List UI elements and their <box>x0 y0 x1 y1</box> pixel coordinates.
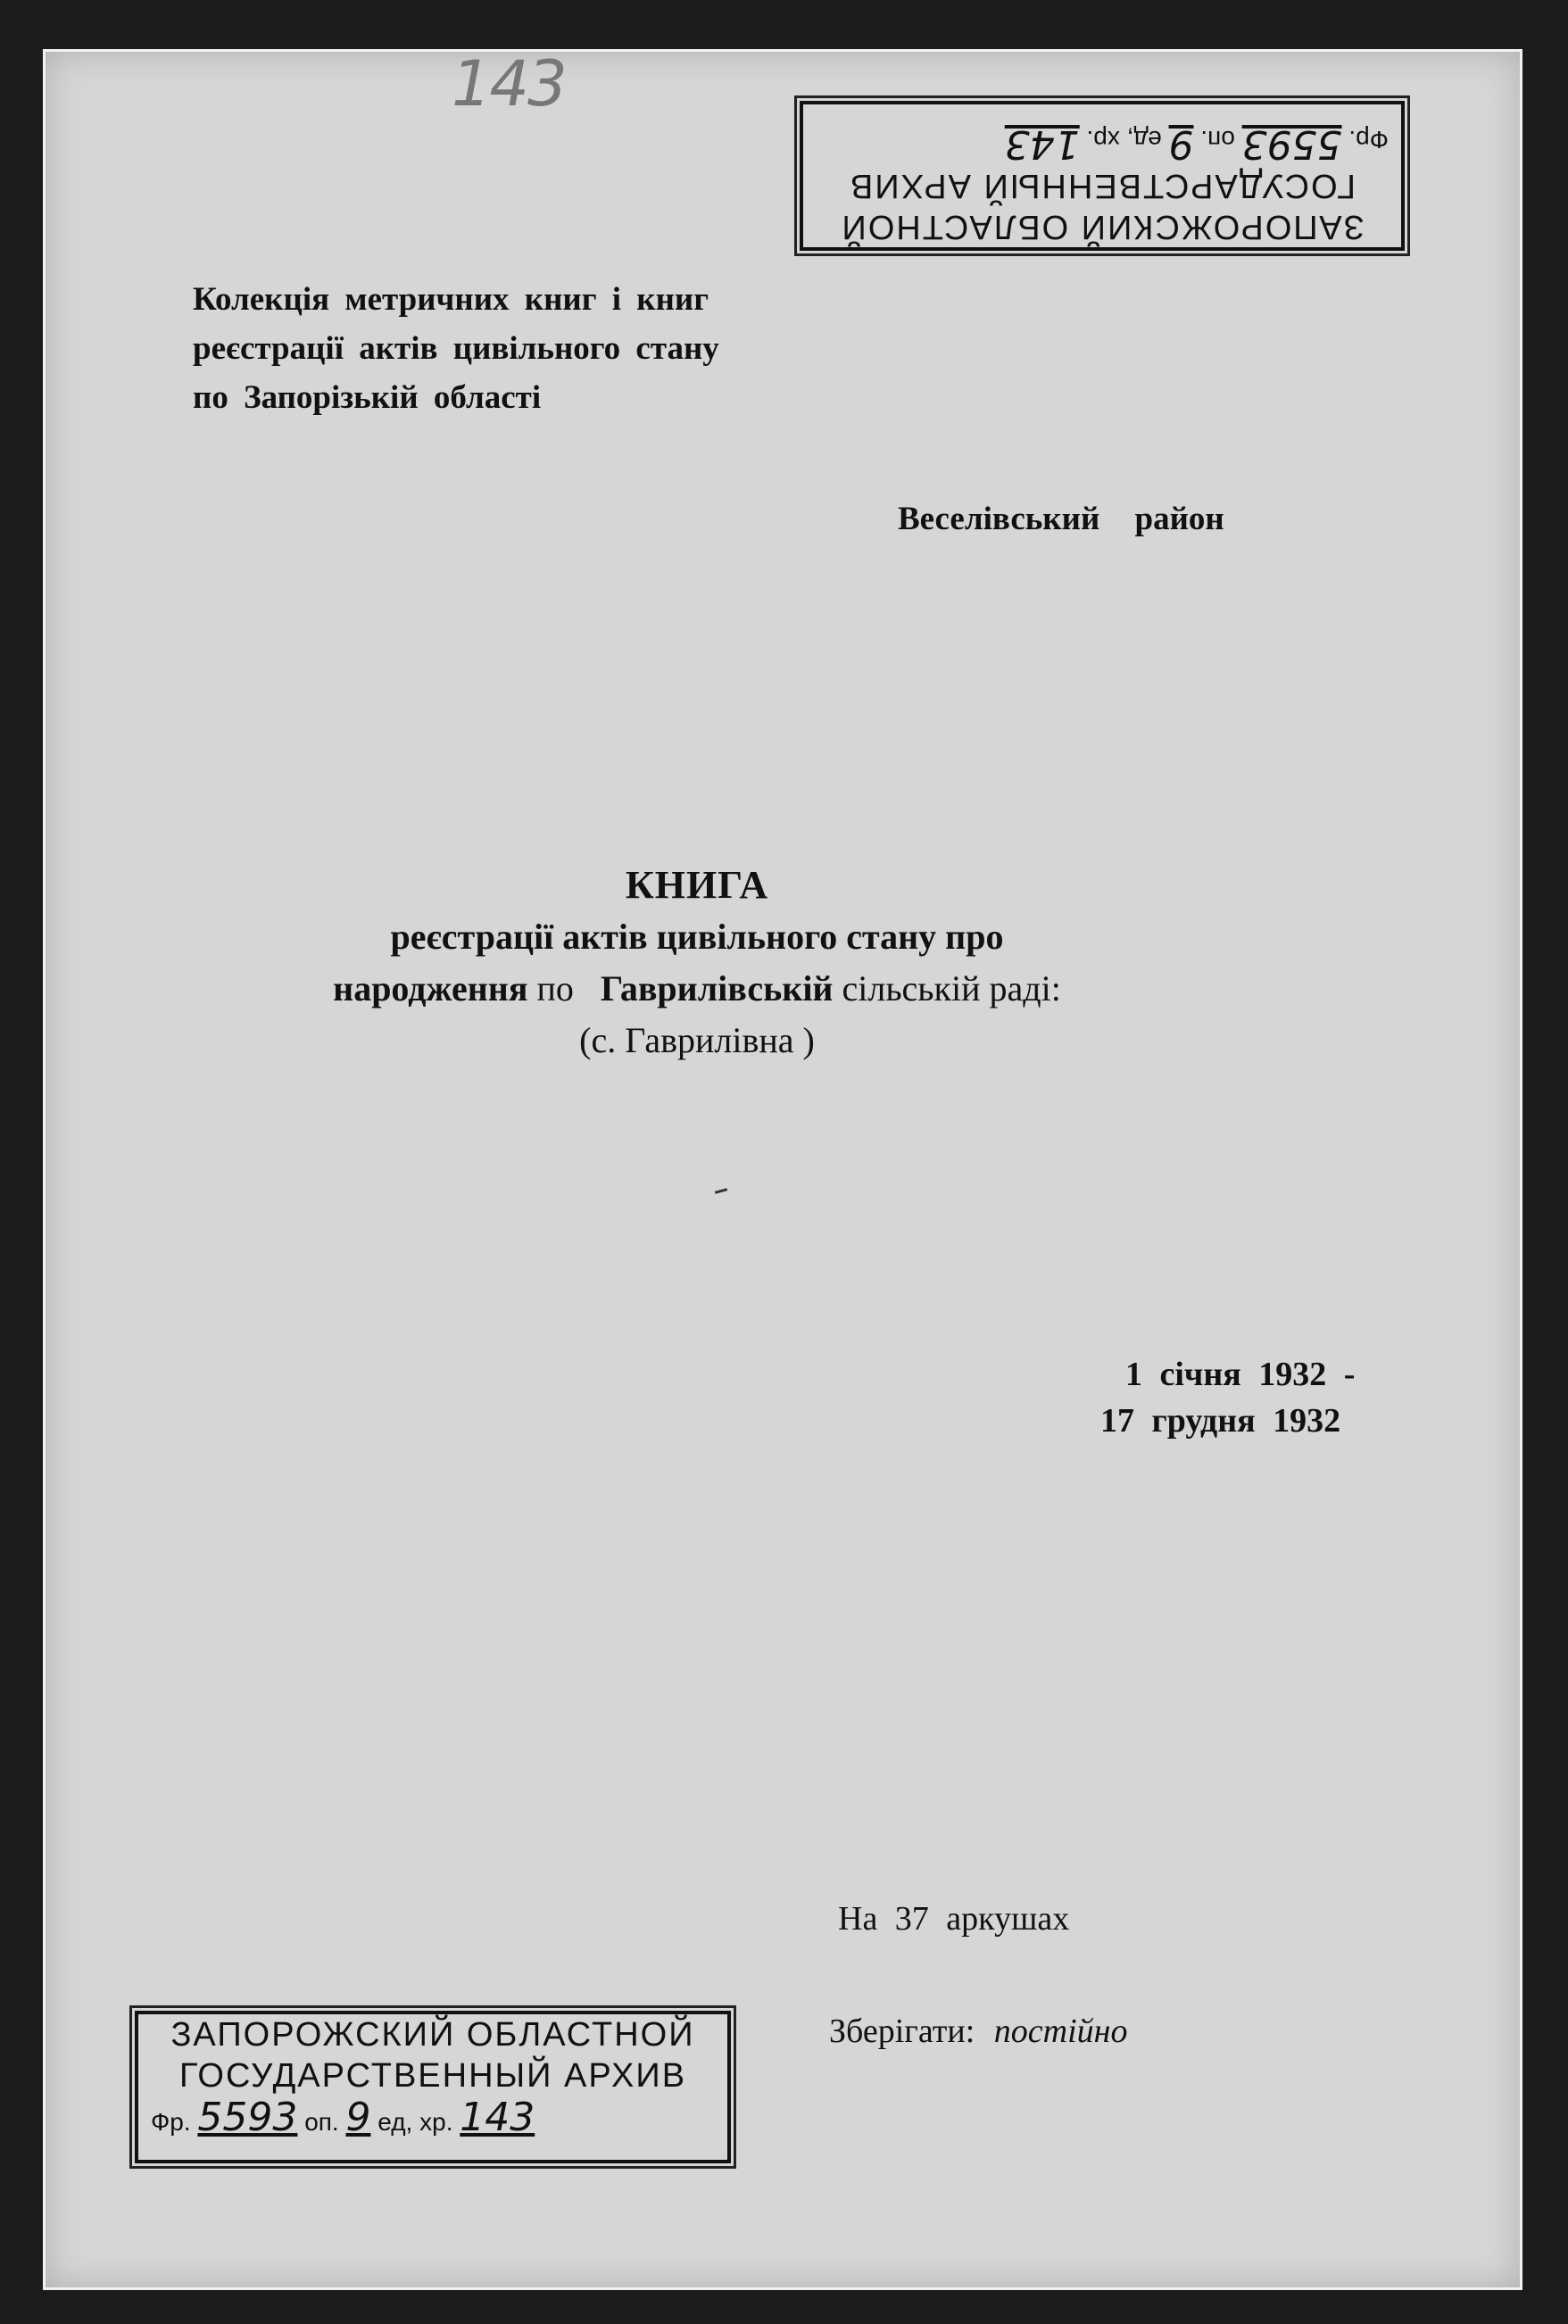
pen-mark <box>715 1188 727 1194</box>
stamp-fond: 5593 <box>197 2095 298 2140</box>
date-from: 1 січня 1932 - <box>1125 1356 1356 1393</box>
collection-line3: по Запорізькій області <box>193 379 542 416</box>
retention-label: Зберігати: <box>829 2013 975 2050</box>
title-heading: КНИГА <box>625 863 769 907</box>
stamp-reference <box>138 2096 727 2144</box>
collection-line2: реєстрації актів цивільного стану <box>193 330 719 367</box>
title-line2: реєстрації актів цивільного стану про <box>390 917 1004 957</box>
collection-heading <box>193 275 889 422</box>
title-po: по <box>536 968 574 1008</box>
stamp-line2: ГОСУДАРСТВЕННЫЙ АРХИВ <box>178 2057 687 2095</box>
stamp-unit-label: ед, хр. <box>1086 126 1162 154</box>
title-council-name: Гаврилівській <box>600 968 834 1008</box>
stamp-fond-label: Фр. <box>151 2108 191 2136</box>
title-village: (с. Гаврилівна ) <box>579 1020 815 1060</box>
retention-value: постійно <box>993 2013 1128 2050</box>
archive-stamp-bottom <box>135 2011 731 2163</box>
title-line3 <box>179 963 1215 1015</box>
title-birth: народження <box>333 968 528 1008</box>
stamp-line2: ГОСУДАРСТВЕННЫЙ АРХИВ <box>848 167 1356 204</box>
district-label: Веселівський район <box>898 501 1224 537</box>
stamp-opis: 9 <box>345 2095 371 2140</box>
archive-stamp-top <box>800 101 1405 251</box>
stamp-opis-label: оп. <box>304 2108 339 2136</box>
stamp-opis: 9 <box>1168 121 1194 167</box>
stamp-unit-label: ед, хр. <box>377 2108 453 2136</box>
retention <box>829 2012 1127 2051</box>
document-page <box>43 49 1522 2290</box>
handwritten-page-number: 143 <box>452 47 566 120</box>
stamp-line1: ЗАПОРОЖСКИЙ ОБЛАСТНОЙ <box>170 2016 695 2054</box>
collection-line1: Колекція метричних книг і книг <box>193 281 709 318</box>
stamp-fond-label: Фр. <box>1348 126 1389 154</box>
stamp-reference <box>803 118 1401 165</box>
stamp-fond: 5593 <box>1241 121 1342 167</box>
date-to: 17 грудня 1932 <box>1100 1402 1341 1440</box>
sheet-count: На 37 аркушах <box>838 1900 1070 1938</box>
stamp-opis-label: оп. <box>1200 126 1235 154</box>
stamp-unit: 143 <box>1004 121 1080 167</box>
book-title <box>179 859 1215 1067</box>
title-council: сільській раді: <box>842 968 1061 1008</box>
stamp-unit: 143 <box>460 2095 535 2140</box>
stamp-line1: ЗАПОРОЖСКИЙ ОБЛАСТНОЙ <box>840 208 1365 245</box>
